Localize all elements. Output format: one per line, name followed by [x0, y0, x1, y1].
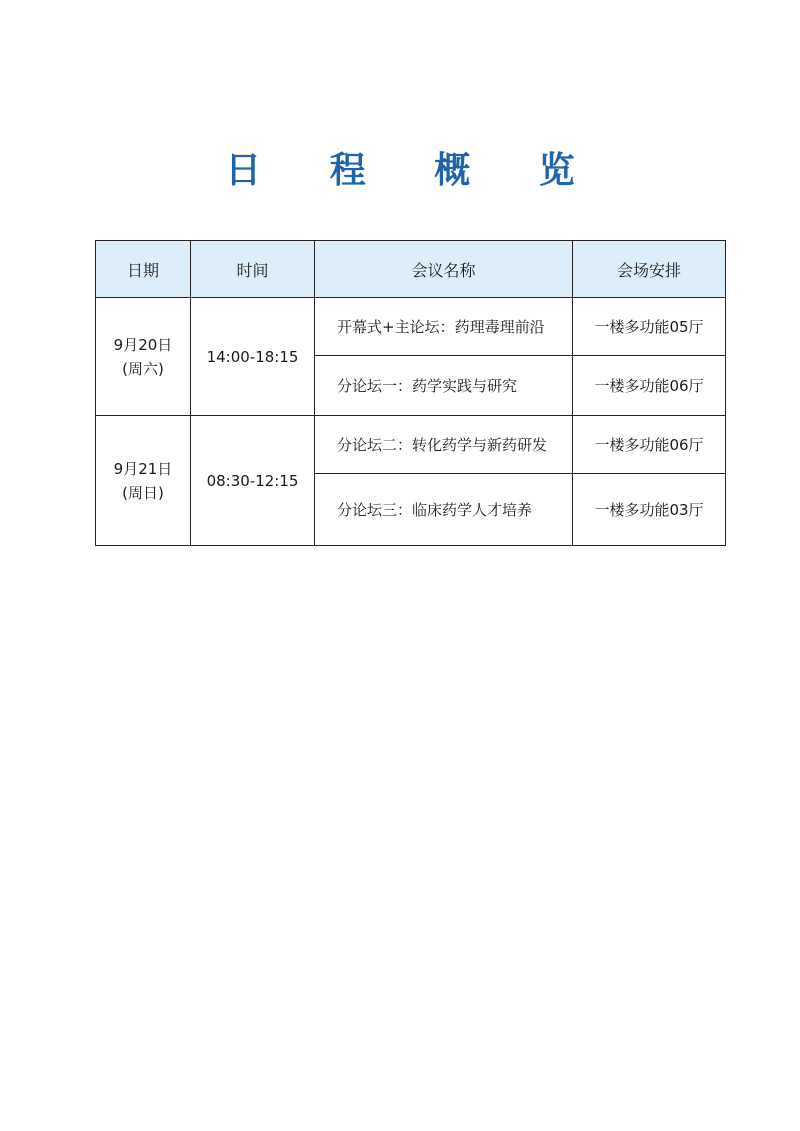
weekday-text: (周六)	[122, 359, 164, 378]
schedule-table	[95, 240, 726, 546]
header-session: 会议名称	[315, 241, 573, 298]
venue-cell: 一楼多功能03厅	[573, 474, 726, 546]
table-row	[96, 416, 726, 474]
session-name: 开幕式+主论坛：药理毒理前沿	[315, 298, 573, 356]
weekday-text: (周日)	[122, 483, 164, 502]
table-row	[96, 298, 726, 356]
session-name: 分论坛三：临床药学人才培养	[315, 474, 573, 546]
venue-cell: 一楼多功能05厅	[573, 298, 726, 356]
date-text: 9月21日	[113, 459, 173, 478]
time-cell: 08:30-12:15	[191, 416, 315, 546]
header-venue: 会场安排	[573, 241, 726, 298]
venue-cell: 一楼多功能06厅	[573, 356, 726, 416]
header-date: 日期	[96, 241, 191, 298]
date-text: 9月20日	[113, 335, 173, 354]
table-header-row	[96, 241, 726, 298]
time-cell: 14:00-18:15	[191, 298, 315, 416]
session-name: 分论坛二：转化药学与新药研发	[315, 416, 573, 474]
session-name: 分论坛一：药学实践与研究	[315, 356, 573, 416]
date-cell	[96, 416, 191, 546]
header-time: 时间	[191, 241, 315, 298]
page-title: 日 程 概 览	[225, 150, 603, 191]
venue-cell: 一楼多功能06厅	[573, 416, 726, 474]
date-cell	[96, 298, 191, 416]
